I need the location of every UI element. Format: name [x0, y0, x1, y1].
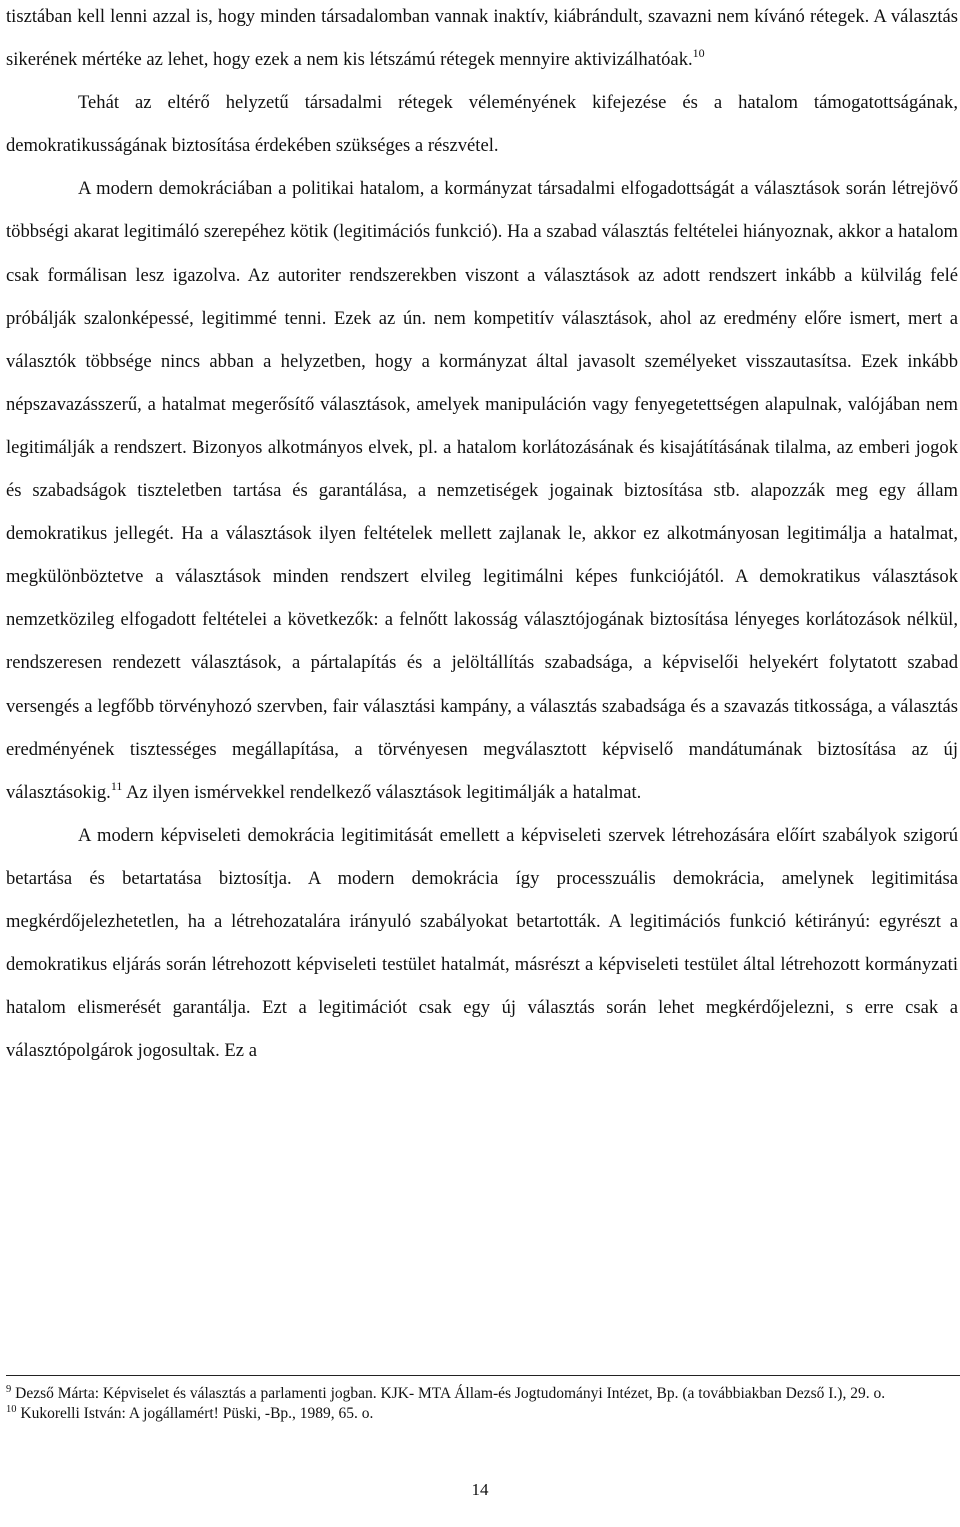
footnotes — [6, 1384, 958, 1424]
paragraph-1 — [6, 0, 958, 81]
footnote-10-text: Kukorelli István: A jogállamért! Püski, -Bp., 1989, 65. o. — [20, 1405, 374, 1422]
paragraph-3-text-b: Az ilyen ismérvekkel rendelkező választások legitimálják a hatalmat. — [122, 781, 642, 803]
paragraph-3 — [6, 167, 958, 813]
paragraph-1-text: tisztában kell lenni azzal is, hogy minden társadalomban vannak inaktív, kiábrándult, szavazni nem kívánó rétegek. A választás sikerének mértéke az lehet, hogy ezek a nem kis létszámú rétegek mennyire aktivizálhatóak. — [6, 6, 958, 71]
paragraph-2: Tehát az eltérő helyzetű társadalmi rétegek véleményének kifejezése és a hatalom támogatottságának, demokratikusságának biztosítása érdekében szükséges a részvétel. — [6, 92, 958, 157]
footnote-10-number: 10 — [6, 1404, 17, 1415]
page-number: 14 — [471, 1480, 489, 1499]
footnote-9-number: 9 — [6, 1384, 12, 1395]
footnote-separator — [6, 1375, 960, 1376]
footnote-10 — [6, 1404, 958, 1424]
footnote-9-text: Dezső Márta: Képviselet és választás a parlamenti jogban. KJK- MTA Állam-és Jogtudományi Intézet, Bp. (a továbbiakban Dezső I.), 29. o. — [15, 1385, 886, 1402]
footnote-ref-11: 11 — [110, 778, 123, 793]
footnote-ref-10: 10 — [692, 46, 705, 61]
paragraph-3-text-a: A modern demokráciában a politikai hatalom, a kormányzat társadalmi elfogadottságát a választások során létrejövő többségi akarat legitimáló szerepéhez kötik (legitimációs funkció). Ha a szabad választás feltételei hiányoznak, akkor a hatalom csak formálisan lesz igazolva. Az autoriter rendszerekben viszont a választások az adott rendszert inkább a külvilág felé próbálják szalonképessé, legitimmé tenni. Ezek az ún. nem kompetitív választások, ahol az eredmény előre ismert, mert a választók többsége nincs abban a helyzetben, hogy a kormányzat által javasolt személyeket visszautasítsa. Ezek inkább népszavazásszerű, a hatalmat megerősítő választások, amelyek manipuláción vagy fenyegetettségen alapulnak, valójában nem legitimálják a rendszert. Bizonyos alkotmányos elvek, pl. a hatalom korlátozásának és kisajátításának tilalma, az emberi jogok és szabadságok tiszteletben tartása és garantálása, a nemzetiségek jogainak biztosítása stb. alapozzák meg egy állam demokratikus jellegét. Ha a választások ilyen feltételek mellett zajlanak le, akkor ez alkotmányosan legitimálja a hatalmat, megkülönböztetve a választások minden rendszert elvileg legitimálni képes funkciójától. A demokratikus választások nemzetközileg elfogadott feltételei a következők: a felnőtt lakosság választójogának biztosítása lényeges korlátozások nélkül, rendszeresen rendezett választások, a pártalapítás és a jelöltállítás szabadsága, a képviselői helyekért folytatott szabad versengés a legfőbb törvényhozó szervben, fair választási kampány, a választás szabadsága és a szavazás titkossága, a választás eredményének tisztességes megállapítása, a törvényesen megválasztott képviselő mandátumának biztosítása az új választásokig. — [6, 178, 958, 803]
main-text — [6, 0, 958, 1072]
paragraph-4: A modern képviseleti demokrácia legitimitását emellett a képviseleti szervek létrehozására előírt szabályok szigorú betartása és betartatása biztosítja. A modern demokrácia így processzuális demokrácia, amelynek legitimitása megkérdőjelezhetetlen, ha a létrehozatalára irányuló szabályokat betartották. A legitimációs funkció kétirányú: egyrészt a demokratikus eljárás során létrehozott képviseleti testület hatalmát, másrészt a képviseleti testület által létrehozott kormányzati hatalom elismerését garantálja. Ezt a legitimációt csak egy új választás során lehet megkérdőjelezni, s erre csak a választópolgárok jogosultak. Ez a — [6, 824, 958, 1062]
footnote-9 — [6, 1384, 958, 1404]
